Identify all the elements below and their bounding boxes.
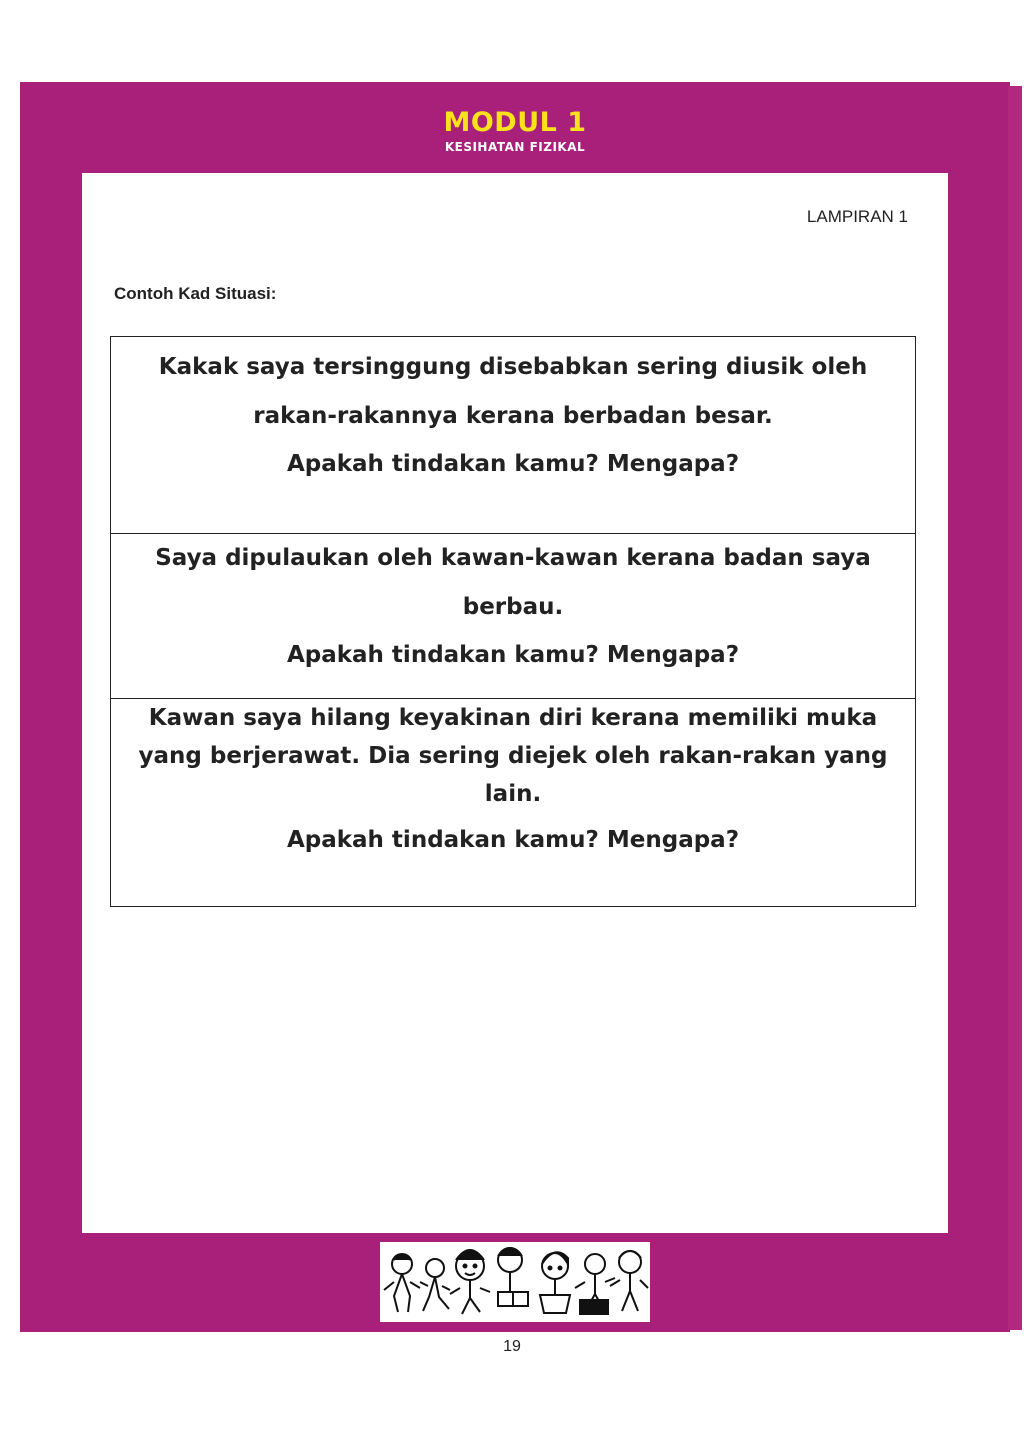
module-title: MODUL 1 [443, 107, 587, 138]
situation-cards-table [110, 336, 916, 907]
module-header [20, 108, 1010, 154]
situation-question: Apakah tindakan kamu? Mengapa? [286, 827, 740, 853]
children-activities-illustration [380, 1242, 650, 1322]
situation-card [111, 534, 915, 699]
situation-question: Apakah tindakan kamu? Mengapa? [286, 451, 740, 477]
situation-card [111, 337, 915, 534]
situation-text: Kakak saya tersinggung disebabkan sering diusik oleh rakan-rakannya kerana berbadan besar. [158, 354, 868, 429]
module-subtitle: KESIHATAN FIZIKAL [444, 140, 586, 154]
intro-heading: Contoh Kad Situasi: [114, 284, 277, 303]
page-number: 19 [503, 1338, 521, 1355]
situation-text: Kawan saya hilang keyakinan diri kerana memiliki muka yang berjerawat. Dia sering diejek oleh rakan-rakan yang lain. [138, 705, 888, 807]
situation-card [111, 699, 915, 907]
content-panel [82, 173, 948, 1233]
situation-question: Apakah tindakan kamu? Mengapa? [286, 642, 740, 668]
frame-edge [1008, 86, 1022, 1330]
situation-text: Saya dipulaukan oleh kawan-kawan kerana badan saya berbau. [155, 545, 871, 620]
appendix-label: LAMPIRAN 1 [806, 207, 908, 226]
